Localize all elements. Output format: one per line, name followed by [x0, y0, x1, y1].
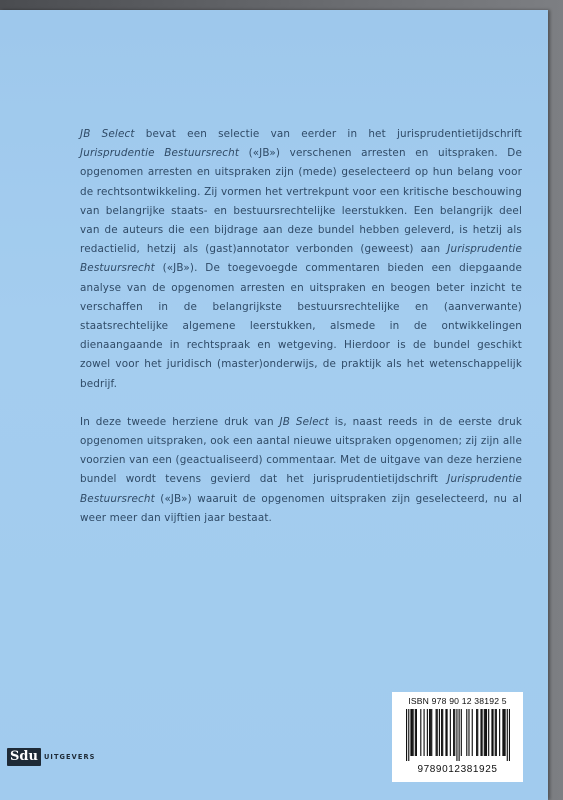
barcode-bar — [456, 709, 457, 761]
barcode-bar — [459, 709, 460, 761]
isbn-text: ISBN 978 90 12 38192 5 — [408, 696, 507, 706]
barcode-bar — [492, 709, 493, 756]
italic-title-text: JB Select — [279, 415, 329, 428]
barcode-bar — [437, 709, 438, 756]
barcode-bar — [486, 709, 487, 756]
barcode-bar — [410, 709, 411, 756]
blurb-paragraph-2 — [80, 413, 522, 528]
body-text: In deze tweede herziene druk van — [80, 415, 280, 428]
barcode-bar — [466, 709, 467, 756]
back-cover-blurb — [80, 125, 522, 528]
barcode-bar — [476, 709, 477, 756]
body-text: bevat een selectie van eerder in het jurisprudentietijdschrift — [134, 128, 522, 140]
barcode-bar — [503, 709, 504, 756]
sdu-logo-mark: Sdu — [7, 748, 41, 766]
barcode-bar — [453, 709, 454, 756]
barcode-bar — [416, 709, 417, 756]
barcode-bar — [420, 709, 421, 756]
barcode-bar — [450, 709, 451, 756]
italic-title-text: JB Select — [80, 128, 135, 140]
barcode-bar — [502, 709, 503, 756]
barcode-bar — [439, 709, 440, 756]
barcode-bar — [431, 709, 432, 756]
publisher-name: UITGEVERS — [43, 753, 96, 761]
barcode-bar — [445, 709, 446, 756]
barcode-bar — [413, 709, 414, 756]
barcode-bar — [496, 709, 497, 756]
barcode-bar — [429, 709, 430, 756]
body-text: («JB»). De toegevoegde commentaren bieden een diepgaande analyse van de opgenomen arresten en uitspraken en beogen beter inzicht te verschaffen in de belangrijkste bestuursrechtelijke en (aanverwante) staatsrechtelijke algemene leerstukken, alsmede in de ontwikkelingen dienaangaande in rechtspraak en wetgeving. Hierdoor is de bundel geschikt zowel voor het juridisch (master)onderwijs, de praktijk als het wetenschappelijk bedrijf. — [80, 262, 522, 390]
barcode-bar — [491, 709, 492, 756]
publisher-logo — [7, 748, 96, 766]
barcode-bar — [415, 709, 416, 756]
barcode-bar — [436, 709, 437, 756]
italic-title-text: Jurisprudentie Bestuursrecht — [80, 243, 522, 275]
barcode-bar — [442, 709, 443, 756]
barcode-bar — [447, 709, 448, 756]
barcode-bar — [505, 709, 506, 756]
body-text: («JB») waaruit de opgenomen uitspraken zijn geselecteerd, nu al weer meer dan vijftien jaar bestaat. — [80, 492, 522, 524]
barcode-bar — [408, 709, 409, 761]
barcode-bar — [484, 709, 485, 756]
barcode-bar — [488, 709, 489, 756]
barcode-bars — [406, 709, 510, 761]
barcode-bar — [406, 709, 407, 761]
barcode-bar — [424, 709, 425, 756]
barcode-bar — [441, 709, 442, 756]
barcode-bar — [472, 709, 473, 756]
barcode-bar — [509, 709, 510, 761]
barcode-label — [392, 692, 523, 782]
barcode-bar — [430, 709, 431, 756]
barcode-bar — [461, 709, 462, 756]
barcode-bar — [480, 709, 481, 756]
barcode-bar — [482, 709, 483, 756]
barcode-bar — [499, 709, 500, 756]
barcode-bar — [507, 709, 508, 761]
barcode-bar — [485, 709, 486, 756]
italic-title-text: Jurisprudentie Bestuursrecht — [80, 473, 522, 505]
barcode-bar — [427, 709, 428, 756]
italic-title-text: Jurisprudentie Bestuursrecht — [80, 147, 240, 160]
barcode-bar — [468, 709, 469, 756]
body-text: («JB») verschenen arresten en uitspraken. De opgenomen arresten en uitspraken zijn (mede) geselecteerd op hun belang voor de rechtsontwikkeling. Zij vormen het vertrekpunt voor een kritische beschouwing van belangrijke staats- en bestuursrechtelijke leerstukken. Een belangrijk deel van de auteurs die een bijdrage aan deze bundel hebben geleverd, is hetzij als redactielid, hetzij als (gast)annotator verbonden (geweest) aan — [80, 147, 522, 256]
barcode-bar — [477, 709, 478, 756]
barcode-bar — [411, 709, 412, 756]
barcode-bar — [495, 709, 496, 756]
ean-digits: 9789012381925 — [417, 764, 498, 775]
body-text: is, naast reeds in de eerste druk opgenomen uitspraken, ook een aantal nieuwe uitspraken opgenomen; zij zijn alle voorzien van een (geactualiseerd) commentaar. Met de uitgave van deze herziene bundel wordt tevens gevierd dat het jurisprudentietijdschrift — [80, 415, 523, 486]
blurb-paragraph-1 — [80, 125, 522, 394]
barcode-bar — [454, 709, 455, 756]
